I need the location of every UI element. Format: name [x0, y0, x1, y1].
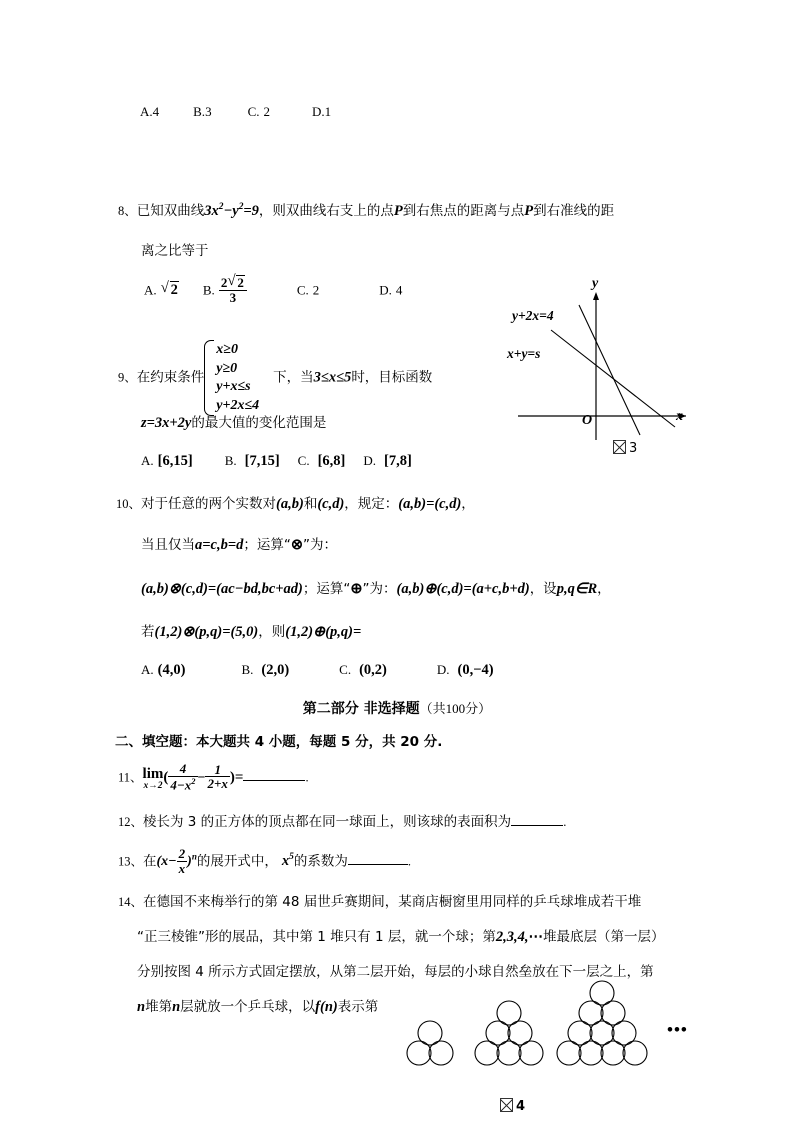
q9-option-b-value: [7,15]: [244, 453, 280, 469]
q13-binomial-expression: (x− $\frac{2}{x}$ )$^n$: [156, 846, 197, 876]
q11-answer-blank[interactable]: [243, 780, 305, 781]
q10-question-expression: (1,2)⊕(p,q)=: [285, 624, 362, 640]
q9-stem-text-1: 在约束条件: [136, 369, 205, 386]
q8-option-b-value: $\frac{2 √ 2}{3}$: [219, 275, 247, 304]
q9-option-a-value: [6,15]: [157, 453, 193, 469]
q9-option-d-letter: D.: [363, 453, 377, 468]
q9-option-c-value: [6,8]: [317, 453, 346, 469]
q14-n-symbol-2: n: [172, 999, 181, 1015]
q11-period: .: [305, 770, 309, 785]
q8-option-a-value: √ 2: [161, 281, 179, 299]
q10-equality-def: (a,b)=(c,d): [398, 496, 462, 512]
figure-3-caption: [613, 438, 637, 456]
q13-answer-blank[interactable]: [348, 864, 408, 865]
q14-function-fn: f(n): [315, 999, 338, 1015]
q11-row: [118, 763, 309, 793]
q9-stem-line1: [118, 340, 432, 416]
q8-stem-line1: [118, 199, 614, 220]
figure-3-line2-label: x+y=s: [507, 346, 541, 361]
q7-option-a-value: 4: [152, 104, 160, 119]
q10-option-d-value: (0,−4): [457, 662, 494, 678]
q11-fraction-2: $\frac{1}{2+x}$: [207, 761, 228, 792]
q8-stem-text-1: 已知双曲线: [136, 203, 205, 219]
q14-line4: [137, 995, 378, 1016]
q12-period: .: [563, 815, 567, 829]
q7-option-c-value: 2: [263, 104, 270, 119]
q14-text-line4-b: 层就放一个乒乓球，以: [180, 999, 316, 1015]
q11-fraction-1: $\frac{4}{4-x^2}$: [170, 761, 196, 792]
q10-text-9: ”为：: [362, 581, 397, 597]
q7-option-a-letter: A.: [140, 104, 153, 119]
q7-option-b-letter: B.: [193, 104, 206, 119]
q14-text-line2-a: “正三棱锥”形的展品，其中第 1 堆只有 1 层，就一个球；第: [137, 929, 496, 945]
q13-text-2: 的展开式中，: [196, 853, 278, 870]
q11-lim-symbol: lim: [142, 765, 164, 782]
q9-option-c-letter: C.: [297, 453, 310, 468]
q14-number: 14、: [118, 895, 144, 909]
q7-option-b-value: 3: [205, 104, 212, 119]
q8-stem-line2: 离之比等于: [141, 243, 209, 259]
q13-period: .: [407, 854, 411, 869]
q12-number: 12、: [118, 815, 144, 829]
q11-number: 11、: [118, 770, 143, 785]
q10-pair-cd: (c,d): [317, 496, 345, 512]
part2-heading-bold: 第二部分 非选择题: [302, 701, 420, 717]
q8-option-c-value: 2: [312, 282, 320, 298]
q8-stem-text-4: 到右准线的距: [533, 203, 615, 219]
part2-heading: [0, 698, 794, 718]
q10-stem-line1: [116, 492, 475, 513]
q14-text-line4-c: 表示第: [337, 999, 379, 1015]
q10-option-d-letter: D.: [436, 662, 450, 677]
q9-range: 3≤x≤5: [313, 369, 352, 386]
q12-row: [118, 810, 566, 831]
q11-limit-operator: [143, 767, 164, 792]
figure-4-ellipsis: •••: [667, 1020, 688, 1039]
q10-option-a-letter: A.: [141, 662, 154, 677]
q7-option-c-letter: C.: [247, 104, 260, 119]
figure-3-x-axis-label: x: [676, 409, 683, 424]
q10-text-6: ；运算“: [243, 537, 291, 553]
q9-options-row: [141, 452, 412, 470]
figure-glyph-icon-2: [500, 1098, 513, 1112]
q8-stem-text-2: ，则双曲线右支上的点: [258, 203, 394, 219]
q14-ellipsis: ⋯: [528, 929, 543, 945]
q9-constraint-3: y+x≤s: [216, 379, 251, 394]
q9-option-a-letter: A.: [141, 453, 154, 468]
q10-option-c-letter: C.: [339, 662, 352, 677]
q10-pq-set: p,q∈R: [556, 581, 598, 597]
q8-option-b-letter: B.: [202, 282, 215, 298]
q10-text-11: ，: [597, 581, 611, 597]
figure-3-svg: [500, 280, 690, 445]
q10-text-7: ”为：: [303, 537, 337, 553]
figure-3: [500, 276, 690, 445]
q12-answer-blank[interactable]: [511, 825, 563, 826]
q10-text-4: ，: [461, 496, 475, 512]
oplus-operator-icon: ⊕: [350, 581, 363, 597]
q11-lim-subscript: x→2: [143, 780, 163, 791]
q10-option-b-letter: B.: [241, 662, 254, 677]
q9-stem-text-3: 时，目标函数: [351, 369, 433, 386]
q14-line1: [118, 890, 641, 911]
figure-3-line1-label: y+2x=4: [512, 308, 554, 323]
q8-number: 8、: [118, 204, 137, 218]
q13-number: 13、: [118, 854, 144, 869]
q10-text-3: ，规定：: [344, 496, 399, 512]
q14-text-line4-a: 堆第: [145, 999, 173, 1015]
q9-constraint-2: y≥0: [216, 360, 238, 376]
q11-minus-sign: −: [197, 770, 206, 786]
q10-option-c-value: (0,2): [359, 662, 387, 678]
q13-row: [118, 848, 411, 876]
y-axis-arrow: [593, 292, 599, 300]
figure-3-origin-label: O: [582, 413, 593, 428]
q10-text-5: 当且仅当: [141, 537, 195, 553]
q10-option-b-value: (2,0): [261, 662, 290, 678]
ball-stack-3: [557, 981, 647, 1065]
q14-text-line1: 在德国不来梅举行的第 48 届世乒赛期间，某商店橱窗里用同样的乒乓球堆成若干堆: [143, 894, 642, 910]
q10-stem-line4: [141, 620, 361, 641]
q14-text-line2-b: 堆最底层（第一层）: [542, 929, 665, 945]
q9-option-b-letter: B.: [224, 453, 237, 468]
q8-options-row: [144, 276, 402, 305]
figure-4-caption: [500, 1096, 525, 1114]
q9-stem-text-2: 下，当: [273, 369, 314, 386]
q8-option-c-letter: C.: [296, 282, 309, 298]
figure-3-caption-number: 3: [629, 441, 638, 456]
q10-text-2: 和: [303, 496, 318, 512]
q7-option-d-letter: D.: [311, 104, 325, 119]
q10-text-10: ，设: [529, 581, 557, 597]
q10-condition: a=c,b=d: [195, 537, 244, 553]
ball-stack-2: [475, 1001, 543, 1065]
q11-open-paren: (: [163, 769, 169, 786]
q9-constraint-4: y+2x≤4: [216, 397, 260, 413]
q10-number: 10、: [116, 497, 142, 511]
q8-option-d-letter: D.: [379, 282, 392, 298]
figure-glyph-icon: [613, 440, 626, 454]
q12-text: 棱长为 3 的正方体的顶点都在同一球面上，则该球的表面积为: [143, 814, 512, 830]
q9-option-d-value: [7,8]: [384, 453, 412, 469]
q14-n-symbol-1: n: [137, 999, 146, 1015]
q8-option-d-value: 4: [395, 282, 403, 298]
q13-text-3: 的系数为: [293, 853, 348, 870]
q10-text-13: ，则: [258, 624, 286, 640]
q10-otimes-definition: (a,b)⊗(c,d)=(ac−bd,bc+ad): [141, 581, 303, 597]
line-x-plus-y-equals-s: [551, 330, 675, 427]
q10-option-a-value: (4,0): [157, 662, 186, 678]
q14-stack-indices: 2,3,4,: [495, 929, 529, 945]
q9-constraint-system: [204, 340, 259, 416]
system-brace: [204, 340, 214, 416]
figure-4: [395, 965, 695, 1080]
q10-stem-line3: [141, 577, 611, 598]
q10-pair-ab: (a,b): [276, 496, 304, 512]
q8-point-p-2: P: [524, 203, 534, 219]
q8-option-a-letter: A.: [144, 282, 157, 298]
q10-options-row: [141, 661, 494, 679]
q9-number: 9、: [118, 370, 137, 385]
q10-given-equation: (1,2)⊗(p,q)=(5,0): [154, 624, 259, 640]
part2-heading-score: （共100分）: [419, 701, 492, 716]
q10-text-8: ；运算“: [302, 581, 351, 597]
q8-point-p-1: P: [393, 203, 403, 219]
q10-text-1: 对于任意的两个实数对: [141, 496, 277, 512]
q13-term: $x^5$: [281, 852, 294, 870]
q13-text-1: 在: [143, 853, 157, 870]
q14-line2: [137, 925, 664, 946]
otimes-operator-icon: ⊗: [290, 537, 303, 553]
q9-stem-text-4: 的最大值的变化范围是: [191, 415, 327, 431]
q10-oplus-definition: (a,b)⊕(c,d)=(a+c,b+d): [396, 581, 530, 597]
q9-objective-function: z=3x+2y: [141, 415, 192, 431]
figure-3-y-axis-label: y: [592, 276, 599, 291]
q7-options-row: [140, 103, 331, 121]
q8-stem-text-3: 到右焦点的距离与点: [402, 203, 525, 219]
q9-stem-line2: [141, 411, 326, 432]
fill-in-blank-section-heading: 二、填空题：本大题共 4 小题，每题 5 分，共 20 分.: [115, 734, 443, 750]
q14-text-line3: 分别按图 4 所示方式固定摆放，从第二层开始，每层的小球自然垒放在下一层之上，第: [137, 964, 654, 980]
q9-constraint-1: x≥0: [216, 342, 238, 357]
ball-stack-1: [407, 1021, 453, 1065]
q10-text-12: 若: [141, 624, 155, 640]
q8-equation: $3x^2-y^2=9$: [204, 202, 259, 219]
q11-close-paren-equals: )=: [229, 769, 244, 786]
figure-4-caption-number: 4: [516, 1099, 526, 1114]
q7-option-d-value: 1: [324, 104, 332, 119]
figure-4-svg: [395, 965, 695, 1080]
q10-stem-line2: [141, 533, 337, 554]
